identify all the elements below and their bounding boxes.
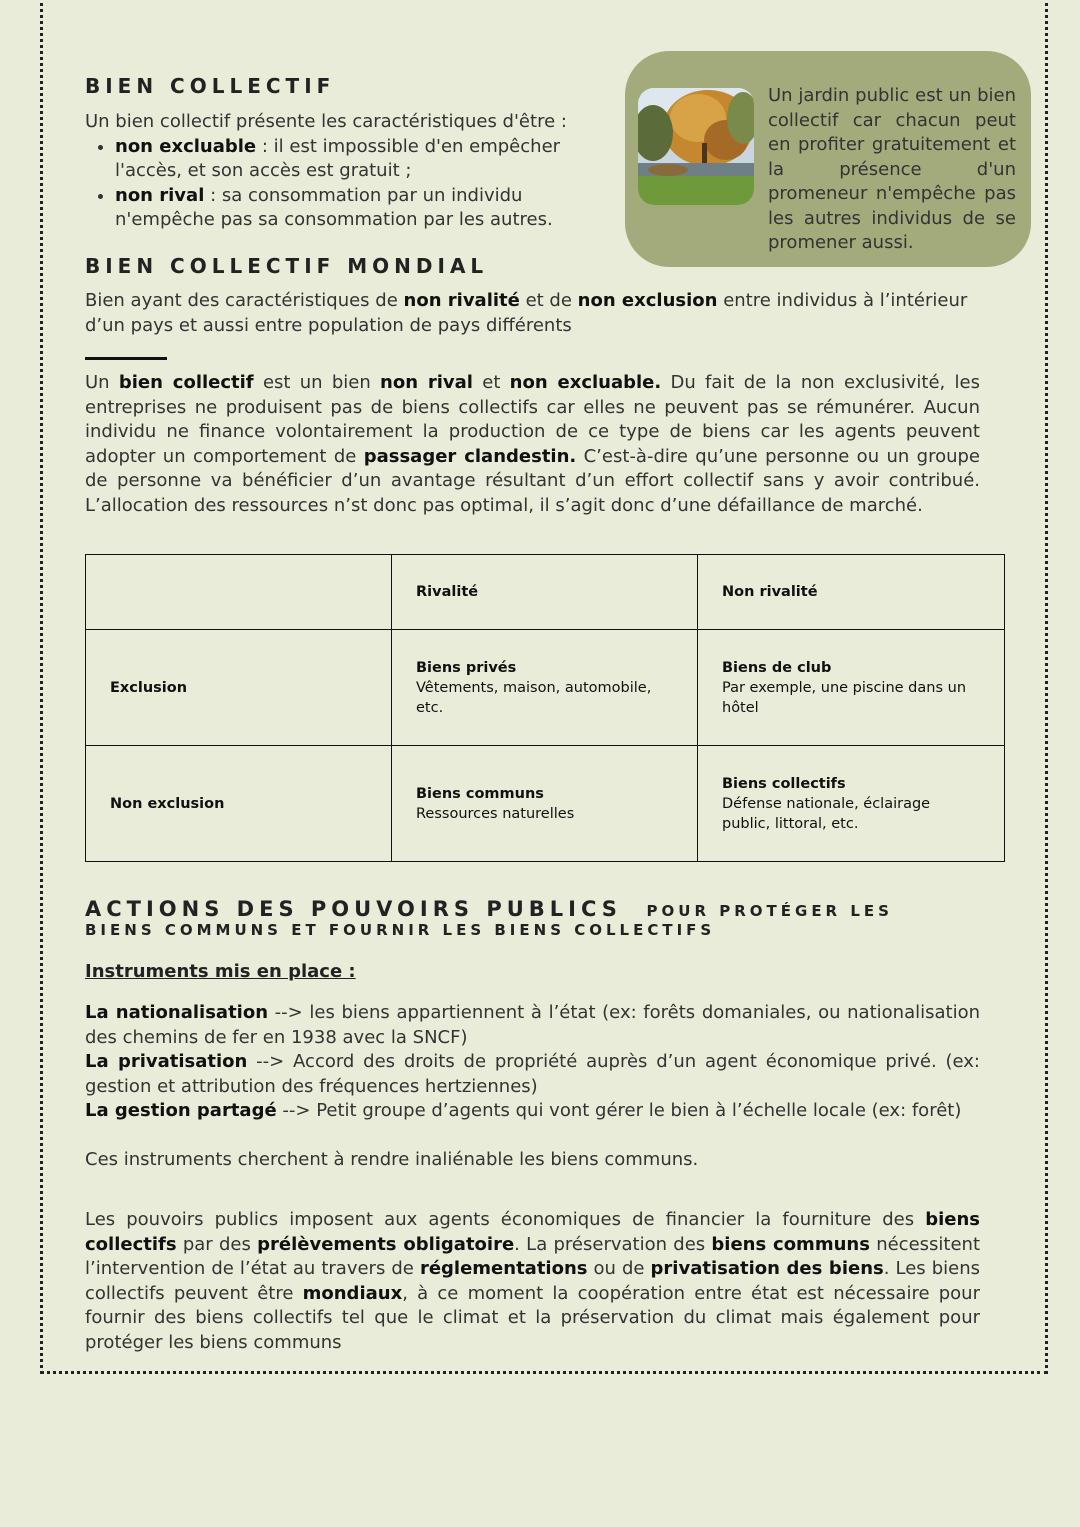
characteristics-list — [85, 135, 615, 233]
table-row — [86, 555, 1005, 630]
list-item: La privatisation --> Accord des droits de propriété auprès d’un agent économique privé. (ex: gestion et attribution des fréquences hertziennes) — [85, 1051, 980, 1097]
table-cell-biens-de-club: Biens de club Par exemple, une piscine dans un hôtel — [698, 630, 1005, 746]
table-row — [86, 746, 1005, 862]
list-item: • non rival : sa consommation par un individu n'empêche pas sa consommation par les autres. — [115, 184, 615, 233]
table-row-label-non-exclusion: Non exclusion — [86, 746, 392, 862]
list-item: • non excluable : il est impossible d'en empêcher l'accès, et son accès est gratuit ; — [115, 135, 615, 184]
definition-intro: Un bien collectif présente les caractéristiques d'être : — [85, 111, 567, 132]
table-cell-biens-communs: Biens communs Ressources naturelles — [392, 746, 698, 862]
goods-classification-table — [85, 554, 1005, 862]
mondial-definition: Bien ayant des caractéristiques de non rivalité et de non exclusion entre individus à l’intérieur d’un pays et aussi entre population de pays différents — [85, 290, 968, 336]
paragraph-pouvoirs-publics: Les pouvoirs publics imposent aux agents économiques de financier la fourniture des biens collectifs par des prélèvements obligatoire. La préservation des biens communs nécessitent l’intervention de l’état au travers de réglementations ou de privatisation des biens. Les biens collectifs peuvent être mondiaux, à ce moment la coopération entre état est nécessaire pour fournir des biens collectifs tel que le climat et la préservation du climat mais également pour protéger les biens communs — [85, 1209, 980, 1353]
paragraph-passager-clandestin: Un bien collectif est un bien non rival et non excluable. Du fait de la non exclusivité, les entreprises ne produisent pas de biens collectifs car elles ne peuvent pas se rémunérer. Aucun individu ne finance volontairement la production de ce type de biens car les agents peuvent adopter un comportement de passager clandestin. C’est-à-dire qu’une personne ou un groupe de personne va bénéficier d’un avantage résultant d’un effort collectif sans y avoir contribué. L’allocation des ressources n’st donc pas optimal, il s’agit donc d’une défaillance de marché. — [85, 372, 981, 516]
table-corner-cell — [86, 555, 392, 630]
table-header-rivalite: Rivalité — [392, 555, 698, 630]
table-cell-biens-collectifs: Biens collectifs Défense nationale, éclairage public, littoral, etc. — [698, 746, 1005, 862]
list-item: La nationalisation --> les biens appartiennent à l’état (ex: forêts domaniales, ou nationalisation des chemins de fer en 1938 avec la SNCF) — [85, 1002, 980, 1048]
table-row — [86, 630, 1005, 746]
instruments-list — [85, 1001, 980, 1124]
instruments-conclusion: Ces instruments cherchent à rendre inaliénable les biens communs. — [85, 1149, 699, 1170]
table-row-label-exclusion: Exclusion — [86, 630, 392, 746]
section-title-actions-line2: BIENS COMMUNS ET FOURNIR LES BIENS COLLECTIFS — [85, 921, 716, 939]
table-cell-biens-prives: Biens privés Vêtements, maison, automobile, etc. — [392, 630, 698, 746]
table-header-non-rivalite: Non rivalité — [698, 555, 1005, 630]
example-text: Un jardin public est un bien collectif car chacun peut en profiter gratuitement et la présence d'un promeneur n'empêche pas les autres individus de se promener aussi. — [768, 85, 1016, 253]
section-title-actions: ACTIONS DES POUVOIRS PUBLICS POUR PROTÉGER LES — [85, 897, 893, 921]
divider — [85, 357, 167, 360]
section-title-bien-collectif: BIEN COLLECTIF — [85, 74, 336, 98]
bien-collectif-definition — [85, 110, 615, 233]
park-photo — [638, 88, 754, 205]
list-item: La gestion partagé --> Petit groupe d’agents qui vont gérer le bien à l’échelle locale (ex: forêt) — [85, 1100, 962, 1121]
instruments-heading: Instruments mis en place : — [85, 961, 356, 982]
section-title-bien-collectif-mondial: BIEN COLLECTIF MONDIAL — [85, 254, 489, 278]
